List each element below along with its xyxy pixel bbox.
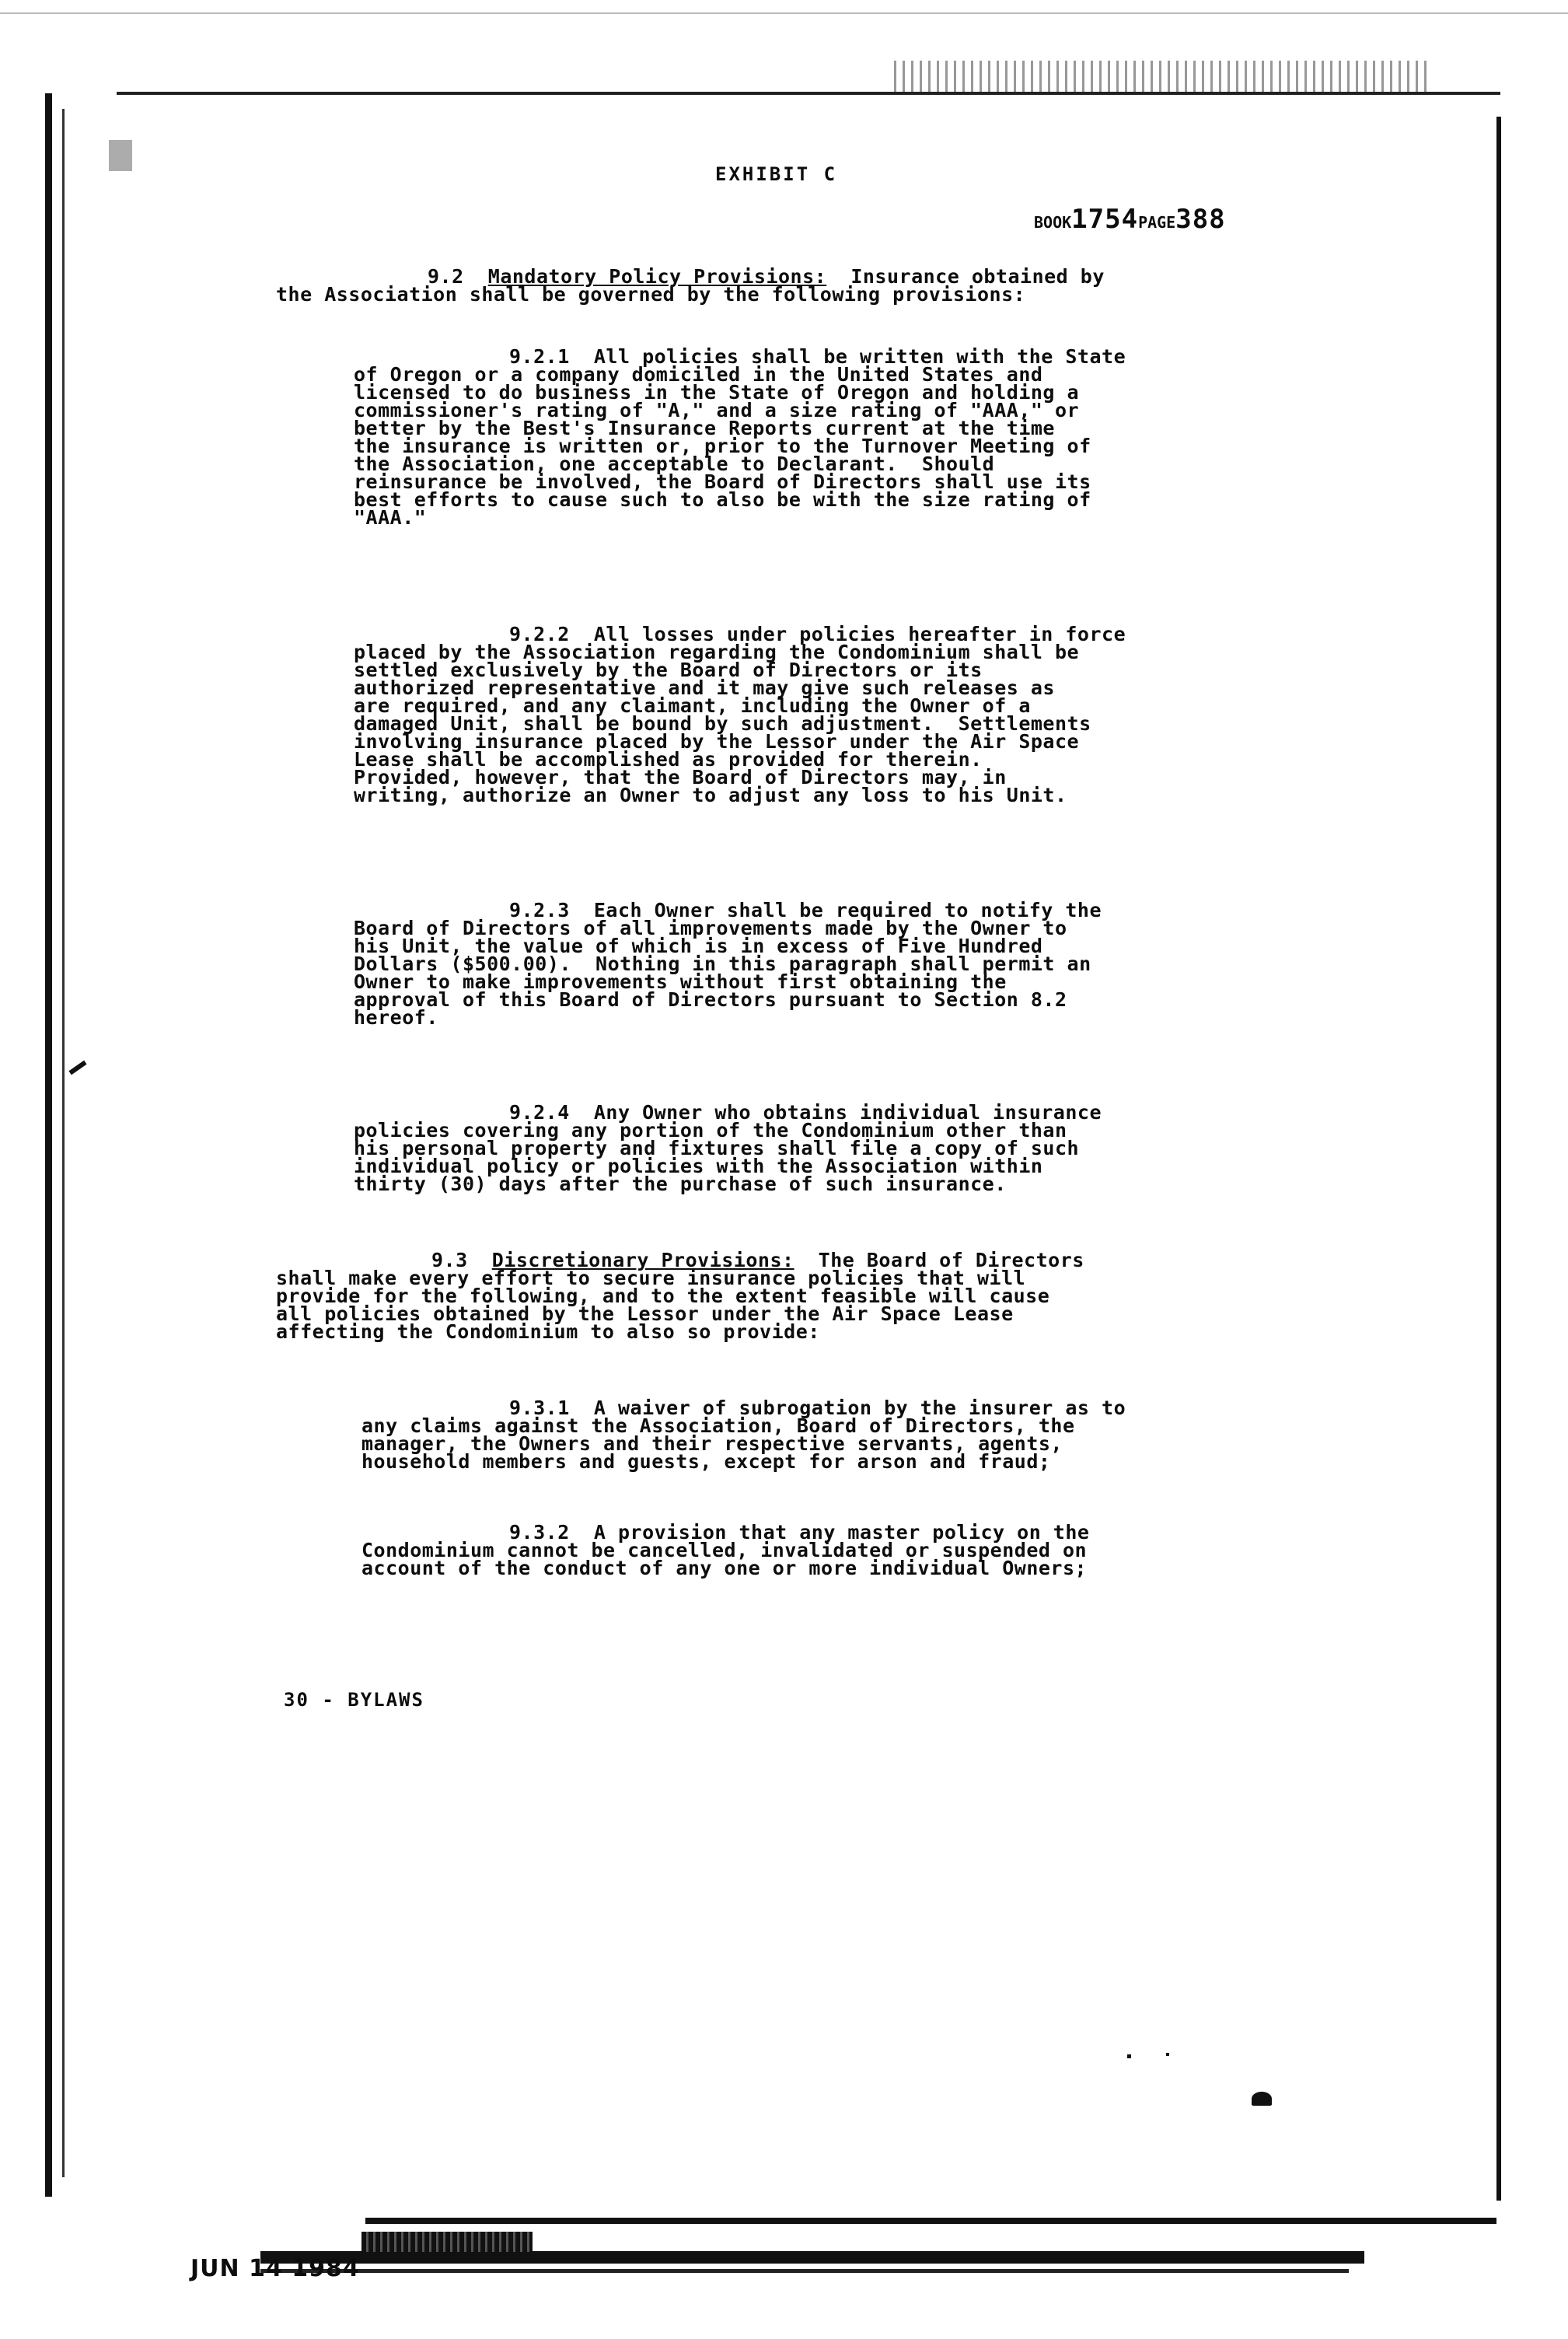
paragraph-line: of Oregon or a company domiciled in the United States and — [354, 363, 1043, 386]
scan-frame-top — [117, 92, 1500, 95]
paragraph-line: hereof. — [354, 1006, 438, 1029]
book-label: BOOK — [1034, 213, 1072, 232]
scan-frame-bottom — [365, 2218, 1496, 2224]
page-label: PAGE — [1138, 213, 1176, 232]
paragraph-line: authorized representative and it may give such releases as — [354, 677, 1055, 699]
scan-frame-left-inner — [62, 109, 65, 2177]
scan-frame-right — [1496, 117, 1501, 2201]
section-9-2-heading — [428, 265, 1105, 288]
paragraph-line: provide for the following, and to the extent feasible will cause — [276, 1285, 1050, 1307]
paragraph-line: licensed to do business in the State of Oregon and holding a — [354, 381, 1080, 404]
paragraph-line: the Association, one acceptable to Declarant. Should — [354, 453, 995, 475]
scan-speck — [1252, 2092, 1272, 2106]
scan-noise-top — [894, 61, 1430, 92]
paragraph-line: best efforts to cause such to also be with the size rating of — [354, 488, 1091, 511]
scan-speck — [68, 1061, 86, 1075]
exhibit-heading: EXHIBIT C — [715, 163, 838, 185]
paragraph-line: Lease shall be accomplished as provided for therein. — [354, 748, 983, 771]
paragraph-line: shall make every effort to secure insurance policies that will — [276, 1267, 1026, 1289]
paragraph-line: account of the conduct of any one or more individual Owners; — [361, 1557, 1088, 1579]
scan-speck — [1127, 2054, 1131, 2058]
scan-speck — [109, 140, 132, 171]
paragraph-line: writing, authorize an Owner to adjust any loss to his Unit. — [354, 784, 1067, 806]
paragraph-line: placed by the Association regarding the Condominium shall be — [354, 641, 1080, 663]
page-footer: 30 - BYLAWS — [284, 1689, 424, 1711]
section-9-3-heading — [431, 1249, 1084, 1271]
page-number: 388 — [1175, 204, 1226, 235]
paragraph-line: all policies obtained by the Lessor under the Air Space Lease — [276, 1302, 1014, 1325]
paragraph-line: 9.2.2 All losses under policies hereafter in force — [509, 623, 1126, 645]
paragraph-line: approval of this Board of Directors pursuant to Section 8.2 — [354, 988, 1067, 1011]
paragraph-line: his personal property and fixtures shall file a copy of such — [354, 1137, 1080, 1159]
paragraph-line: affecting the Condominium to also so provide: — [276, 1320, 820, 1343]
section-title: Mandatory Policy Provisions: — [487, 265, 827, 288]
paragraph-line: his Unit, the value of which is in excess of Five Hundred — [354, 935, 1043, 957]
paragraph-line: the insurance is written or, prior to the Turnover Meeting of — [354, 435, 1091, 457]
paragraph-line: reinsurance be involved, the Board of Directors shall use its — [354, 470, 1091, 493]
paragraph-line: policies covering any portion of the Condominium other than — [354, 1119, 1067, 1142]
paragraph-line: "AAA." — [354, 506, 427, 529]
section-title: Discretionary Provisions: — [491, 1249, 794, 1271]
paragraph-line: are required, and any claimant, including the Owner of a — [354, 694, 1031, 717]
paragraph-line: 9.3.1 A waiver of subrogation by the insurer as to — [509, 1397, 1126, 1419]
paragraph-line: manager, the Owners and their respective servants, agents, — [361, 1432, 1063, 1455]
paragraph-line: 9.2.4 Any Owner who obtains individual insurance — [509, 1101, 1102, 1124]
section-text: The Board of Directors — [818, 1249, 1084, 1271]
section-9-2-line: the Association shall be governed by the following provisions: — [276, 283, 1026, 306]
scan-bottom-bar — [260, 2251, 1364, 2264]
paragraph-line: household members and guests, except for arson and fraud; — [361, 1450, 1051, 1473]
section-number: 9.3 — [431, 1249, 468, 1271]
scan-top-rule — [0, 12, 1568, 14]
paragraph-line: Owner to make improvements without first obtaining the — [354, 970, 1007, 993]
paragraph-line: Condominium cannot be cancelled, invalidated or suspended on — [361, 1539, 1088, 1561]
paragraph-line: 9.3.2 A provision that any master policy on the — [509, 1521, 1090, 1544]
paragraph-line: Board of Directors of all improvements made by the Owner to — [354, 917, 1067, 939]
scan-bottom-bar-thin — [260, 2269, 1349, 2273]
book-number: 1754 — [1071, 204, 1139, 235]
section-text: Insurance obtained by — [850, 265, 1105, 288]
paragraph-line: settled exclusively by the Board of Directors or its — [354, 659, 983, 681]
paragraph-line: better by the Best's Insurance Reports current at the time — [354, 417, 1055, 439]
paragraph-line: any claims against the Association, Board of Directors, the — [361, 1414, 1075, 1437]
paragraph-line: damaged Unit, shall be bound by such adjustment. Settlements — [354, 712, 1091, 735]
paragraph-line: individual policy or policies with the Association within — [354, 1155, 1043, 1177]
paragraph-line: Provided, however, that the Board of Directors may, in — [354, 766, 1007, 788]
section-number: 9.2 — [428, 265, 464, 288]
paragraph-line: Dollars ($500.00). Nothing in this paragraph shall permit an — [354, 953, 1091, 975]
paragraph-line: thirty (30) days after the purchase of such insurance. — [354, 1173, 1007, 1195]
scan-frame-left — [45, 93, 52, 2197]
paragraph-line: commissioner's rating of "A," and a size rating of "AAA," or — [354, 399, 1080, 421]
book-page-reference — [1034, 204, 1226, 235]
paragraph-line: 9.2.3 Each Owner shall be required to notify the — [509, 899, 1102, 921]
scan-speck — [1166, 2053, 1169, 2056]
paragraph-line: 9.2.1 All policies shall be written with the State — [509, 345, 1126, 368]
recording-stamp-mark — [361, 2232, 533, 2252]
paragraph-line: involving insurance placed by the Lessor under the Air Space — [354, 730, 1080, 753]
recording-date-stamp: JUN 14 1984 — [190, 2255, 360, 2282]
